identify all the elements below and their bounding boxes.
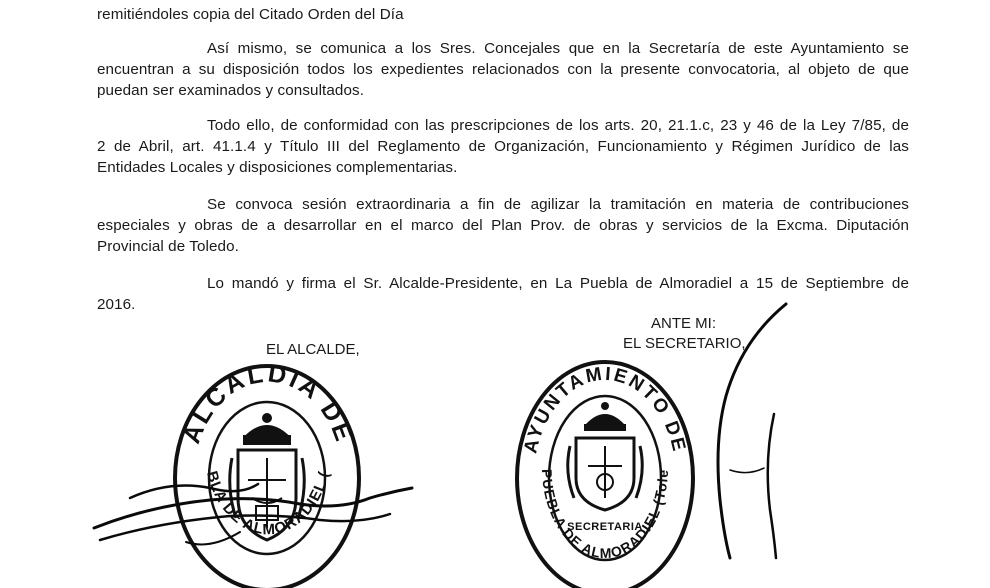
paragraph-line: Entidades Locales y disposiciones complementarias. [97, 159, 458, 176]
svg-text:ALCALDIA DE: ALCALDIA DE [177, 359, 359, 448]
paragraph-line: remitiéndoles copia del Citado Orden del Día [97, 6, 404, 23]
svg-text:LA PUEBLA DE ALMORADIEL (Toled: LA PUEBLA DE ALMORADIEL (Toledo) [506, 339, 672, 562]
paragraph-line: encuentran a su disposición todos los expedientes relacionados con la presente convocatoria, al objeto de que [97, 61, 909, 78]
secretary-signature-icon [690, 300, 810, 560]
paragraph-1 [97, 38, 909, 101]
stamp-center-text: SECRETARIA [567, 521, 643, 533]
svg-text:AYUNTAMIENTO DE: AYUNTAMIENTO DE [520, 363, 690, 456]
paragraph-line: Se convoca sesión extraordinaria a fin de agilizar la tramitación en materia de contribuciones [207, 196, 909, 213]
mayor-label: EL ALCALDE, [266, 341, 360, 358]
paragraph-line: Así mismo, se comunica a los Sres. Concejales que en la Secretaría de este Ayuntamiento se [207, 40, 909, 57]
secretaria-stamp-icon [506, 339, 698, 582]
paragraph-line: especiales y obras de a desarrollar en el marco del Plan Prov. de obras y servicios de la Excma. Diputación [97, 217, 909, 234]
paragraph-line: Provincial de Toledo. [97, 238, 239, 255]
paragraph-line: Lo mandó y firma el Sr. Alcalde-Presidente, en La Puebla de Almoradiel a 15 de Septiembre de [207, 275, 909, 292]
paragraph-top [97, 4, 909, 25]
paragraph-3 [97, 194, 909, 257]
secretary-label: EL SECRETARIO, [623, 335, 746, 352]
svg-text:LA PUEBLA DE ALMORADIEL (Toled: LA PUEBLA DE ALMORADIEL (Toledo) [164, 345, 334, 539]
mayor-signature-icon [90, 470, 420, 560]
paragraph-2 [97, 115, 909, 178]
paragraph-line: 2016. [97, 296, 136, 313]
paragraph-line: puedan ser examinados y consultados. [97, 82, 365, 99]
paragraph-line: 2 de Abril, art. 41.1.4 y Título III del Reglamento de Organización, Funcionamiento y Régimen Jurídico de las [97, 138, 909, 155]
witness-label: ANTE MI: [651, 315, 717, 332]
paragraph-line: Todo ello, de conformidad con las prescripciones de los arts. 20, 21.1.c, 23 y 46 de la Ley 7/85, de [207, 117, 909, 134]
